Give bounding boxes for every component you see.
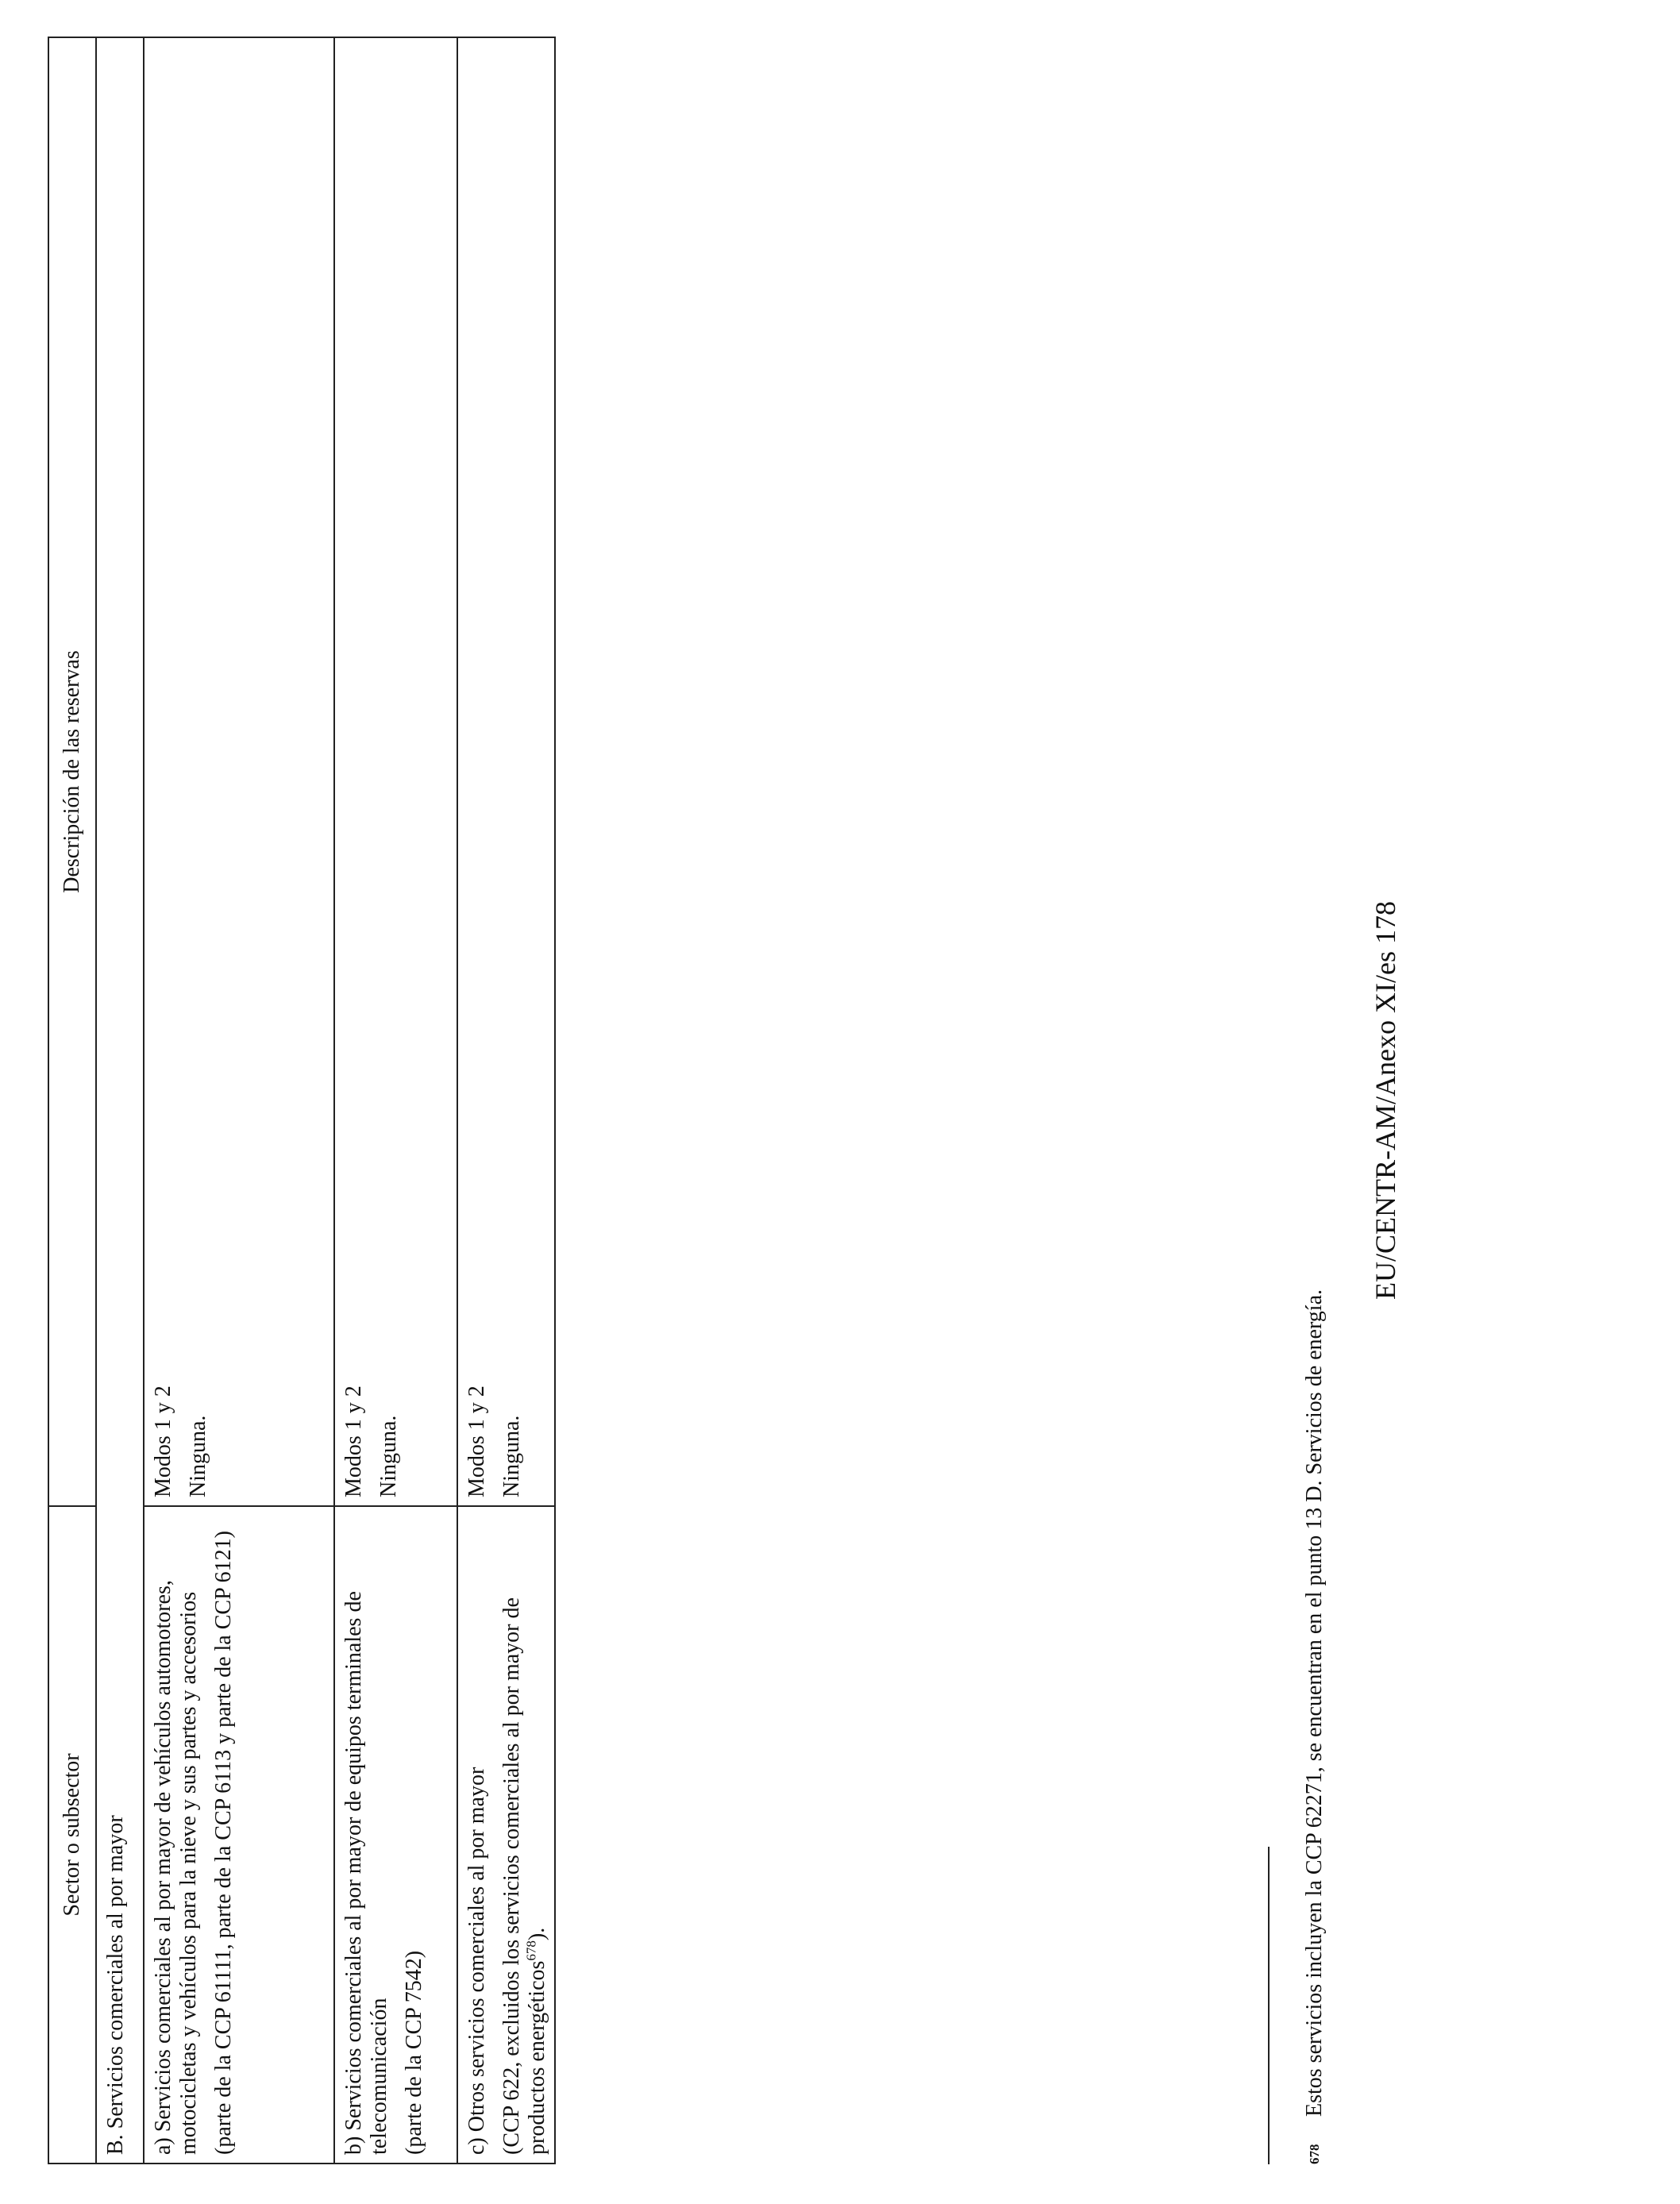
reservation-text: Ninguna.: [186, 1415, 210, 1497]
sector-main-text: a) Servicios comerciales al por mayor de vehículos automotores, motocicletas y vehículos para la nieve y sus partes y accesorios: [151, 1580, 201, 2155]
sector-main-text: b) Servicios comerciales al por mayor de equipos terminales de telecomunicación: [341, 1591, 391, 2155]
header-sector: Sector o subsector: [49, 1505, 95, 2163]
section-row: [97, 38, 144, 2163]
table-row: [335, 38, 458, 2163]
footnote: [1302, 1289, 1327, 2164]
modes-text: Modos 1 y 2: [464, 1385, 489, 1497]
description-cell: [335, 38, 457, 1505]
sector-ccp-ref: [499, 1515, 550, 2155]
header-description: Descripción de las reservas: [60, 650, 84, 893]
sector-ref-closing: ).: [525, 1927, 549, 1941]
modes-text: Modos 1 y 2: [151, 1385, 175, 1497]
sector-ref-text: (CCP 622, excluidos los servicios comerciales al por mayor de productos energéticos: [499, 1597, 549, 2155]
description-cell: [458, 38, 554, 1505]
sector-cell: [144, 1505, 333, 2163]
sector-ccp-ref: (parte de la CCP 61111, parte de la CCP 6113 y parte de la CCP 6121): [211, 1531, 236, 2155]
table-header-row: [49, 38, 97, 2163]
sector-main-text: c) Otros servicios comerciales al por mayor: [464, 1767, 489, 2155]
modes-text: Modos 1 y 2: [341, 1385, 366, 1497]
table-row: [458, 38, 554, 2163]
footnote-text: Estos servicios incluyen la CCP 62271, se encuentran en el punto 13 D. Servicios de energía.: [1302, 1289, 1327, 2117]
table-row: [144, 38, 335, 2163]
section-title-text: B. Servicios comerciales al por mayor: [103, 1815, 128, 2155]
description-cell: [144, 38, 333, 1505]
section-title: [97, 38, 143, 2163]
sector-cell: [335, 1505, 457, 2163]
footnote-separator: [1268, 1847, 1270, 2164]
reservation-text: Ninguna.: [499, 1415, 524, 1497]
reservations-table: [48, 37, 556, 2164]
footnote-reference[interactable]: 678: [523, 1940, 539, 1961]
sector-cell: [458, 1505, 554, 2163]
footnote-number: 678: [1307, 2144, 1322, 2164]
sector-ccp-ref: (parte de la CCP 7542): [402, 1950, 426, 2155]
reservation-text: Ninguna.: [376, 1415, 401, 1497]
page-identifier: EU/CENTR-AM/Anexo XI/es 178: [1370, 901, 1401, 1300]
